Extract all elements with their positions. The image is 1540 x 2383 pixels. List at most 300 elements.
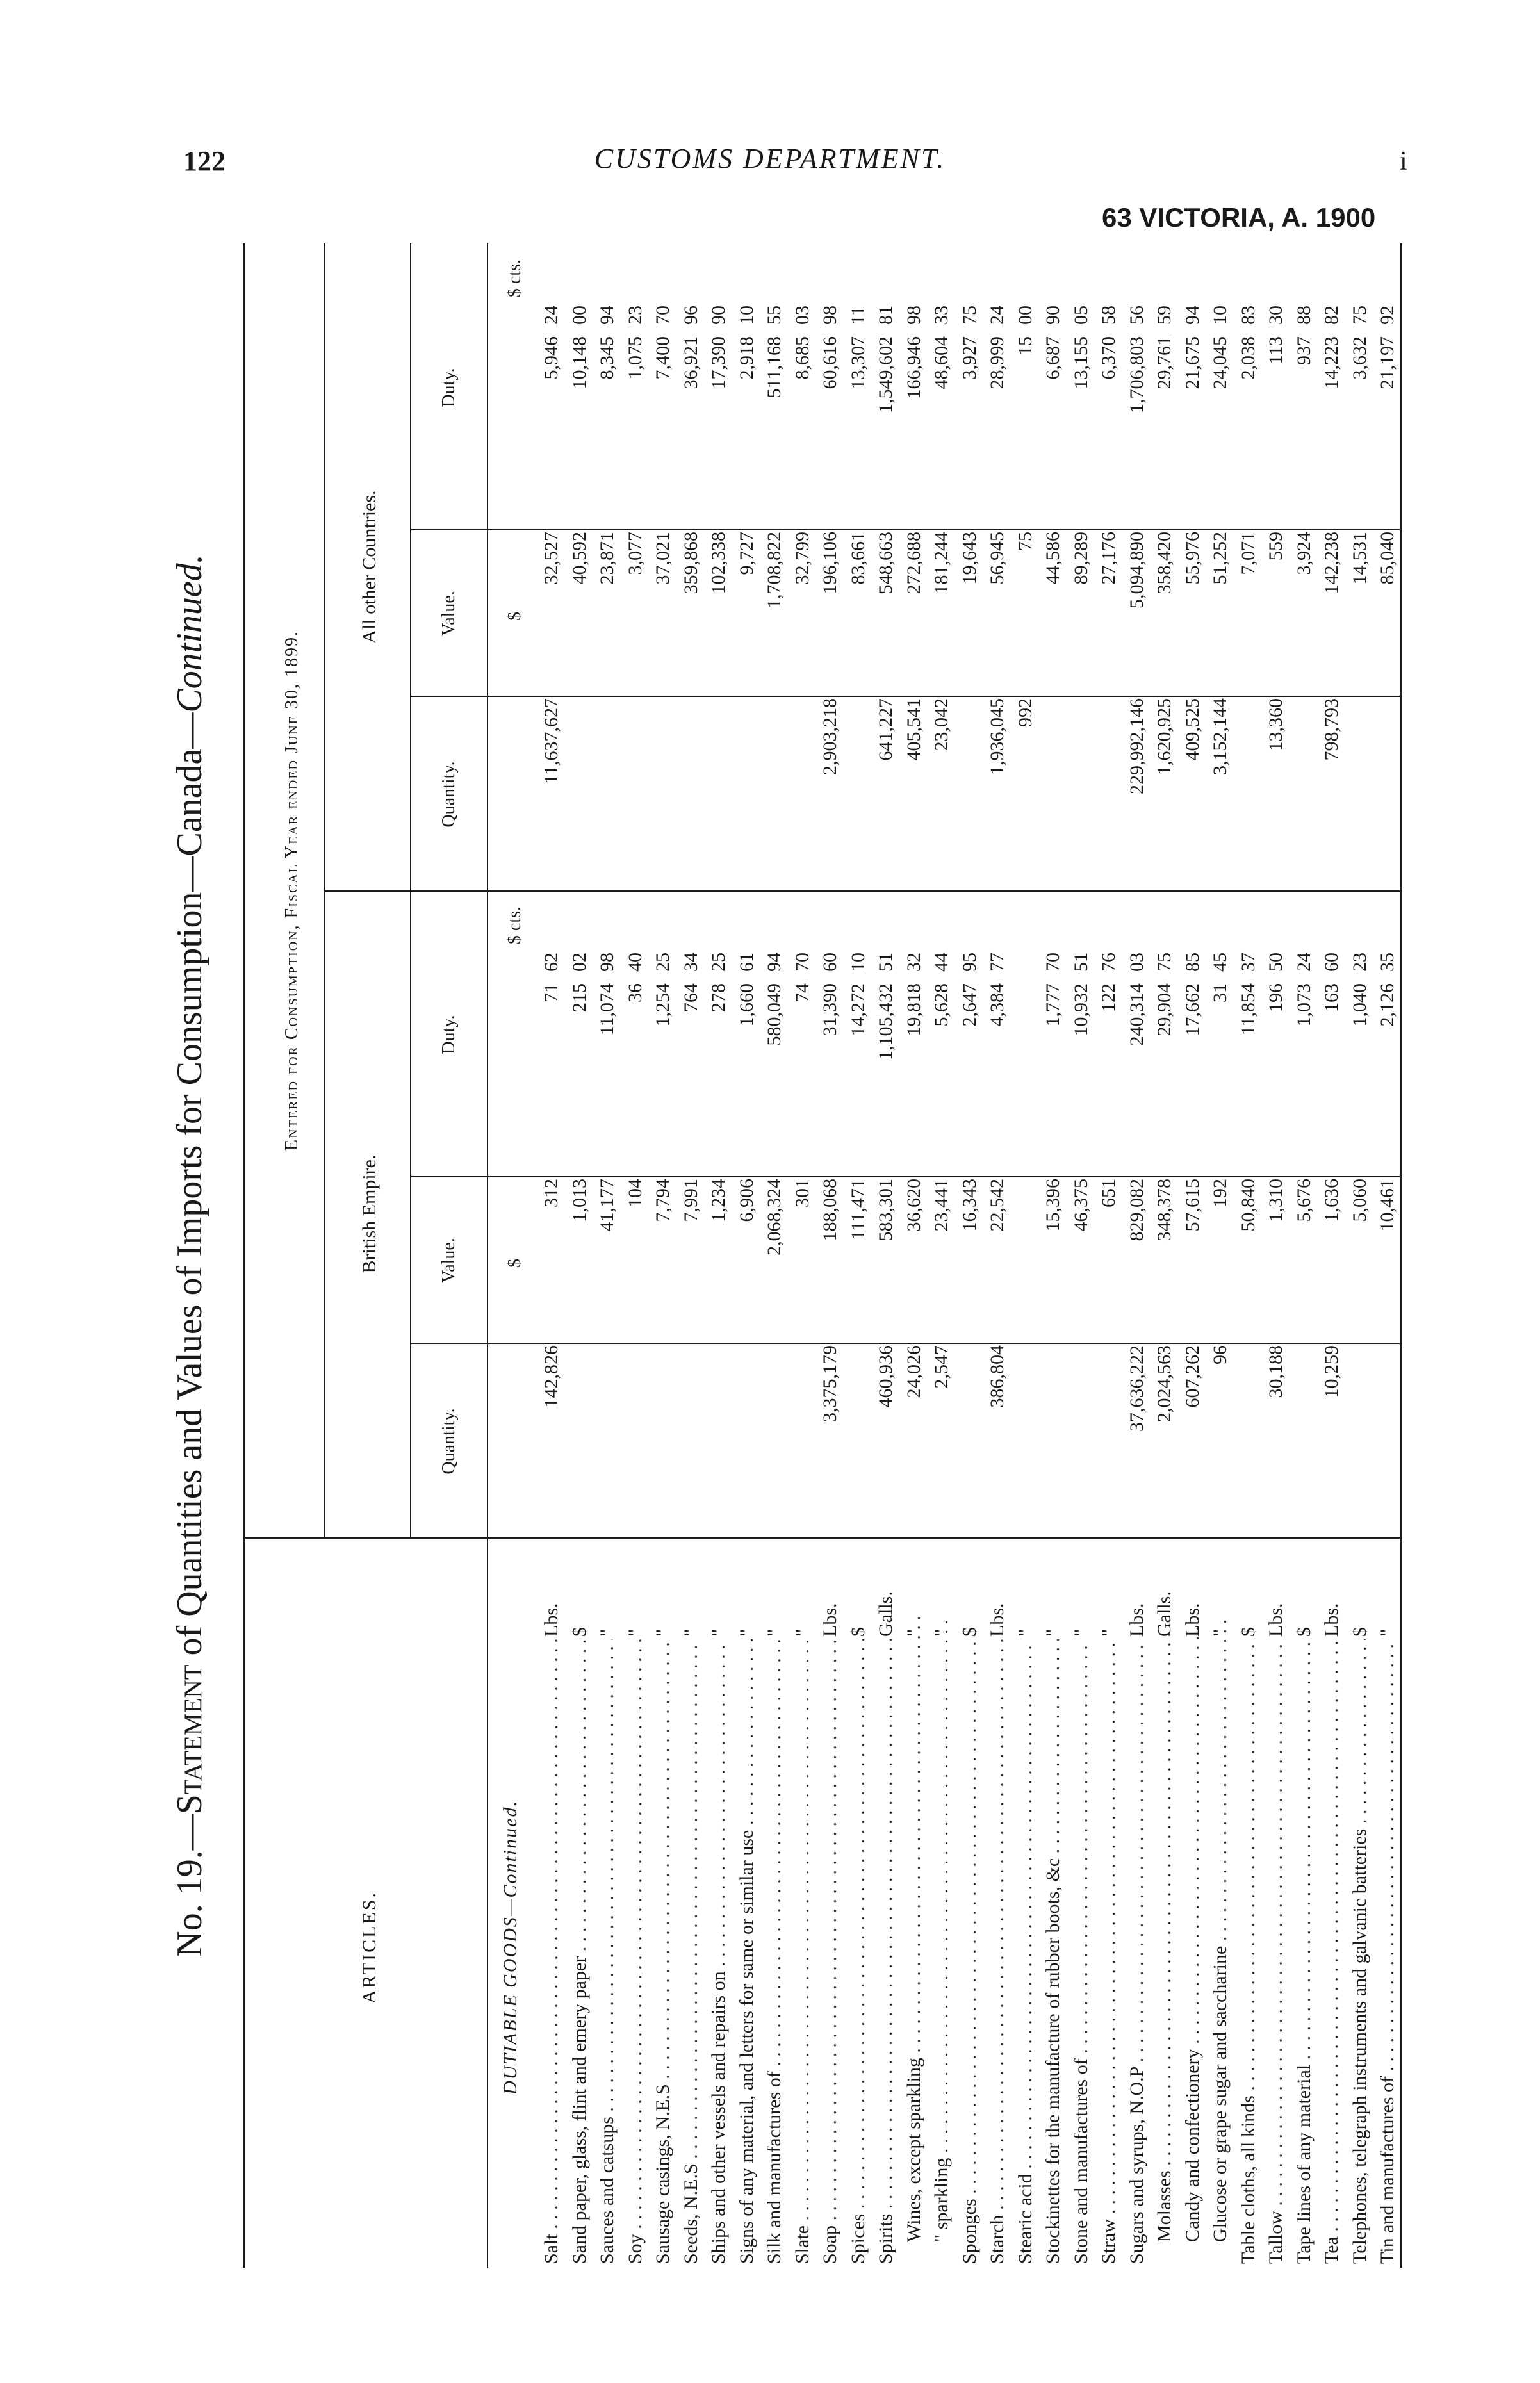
table-row xyxy=(650,243,676,2268)
british-duty-dollars: 71 xyxy=(541,983,562,1003)
other-duty-cents: 90 xyxy=(708,306,729,325)
other-duty-dollars: 6,687 xyxy=(1042,336,1063,380)
british-quantity: 96 xyxy=(1209,1345,1231,1364)
british-duty-dollars: 1,660 xyxy=(735,983,757,1027)
table-row xyxy=(845,243,871,2268)
british-duty-cents: 25 xyxy=(652,953,673,972)
article-name: Salt . . . xyxy=(538,1639,564,2264)
other-value: 548,663 xyxy=(875,532,896,594)
british-value: 312 xyxy=(541,1179,562,1208)
british-duty-cents: 23 xyxy=(1348,953,1370,972)
other-duty-dollars: 13,155 xyxy=(1070,336,1092,389)
table-row xyxy=(901,243,927,2268)
article-name: Ships and other vessels and repairs on . . . xyxy=(705,1639,732,2264)
article-name: Sand paper, glass, flint and emery paper . . . xyxy=(566,1639,593,2264)
other-value: 7,071 xyxy=(1237,532,1259,575)
british-duty-cents: 32 xyxy=(903,953,924,972)
other-duty-dollars: 21,197 xyxy=(1377,336,1398,389)
unit-dollar: $ xyxy=(505,612,525,621)
session-label: 63 VICTORIA, A. 1900 xyxy=(1102,202,1376,233)
other-duty-cents: 82 xyxy=(1321,306,1342,325)
table-row xyxy=(1151,243,1177,2268)
table-row xyxy=(1012,243,1038,2268)
british-value: 348,378 xyxy=(1154,1179,1175,1241)
row-unit: " xyxy=(1070,1628,1092,1637)
other-duty-dollars: 29,761 xyxy=(1154,336,1175,389)
row-unit: " xyxy=(931,1628,952,1637)
other-value: 196,106 xyxy=(819,532,840,594)
british-duty-dollars: 196 xyxy=(1265,983,1286,1012)
other-duty-dollars: 8,685 xyxy=(791,336,813,380)
row-unit: " xyxy=(624,1628,646,1637)
article-name: Silk and manufactures of . . . xyxy=(761,1639,787,2264)
table-row xyxy=(733,243,760,2268)
british-duty-dollars: 1,073 xyxy=(1293,983,1315,1027)
table-row xyxy=(705,243,732,2268)
article-name: Spirits . . . xyxy=(872,1639,899,2264)
other-duty-cents: 33 xyxy=(931,306,952,325)
other-duty-cents: 96 xyxy=(680,306,701,325)
british-duty-cents: 98 xyxy=(596,953,618,972)
articles-header: ARTICLES. xyxy=(359,1890,380,2004)
british-duty-dollars: 17,662 xyxy=(1181,983,1203,1036)
british-value: 15,396 xyxy=(1042,1179,1063,1232)
row-unit: " xyxy=(596,1628,618,1637)
col-header-value: Value. xyxy=(439,591,459,636)
page-number: 122 xyxy=(183,145,225,177)
header-bottom-rule xyxy=(487,243,488,2268)
other-value: 85,040 xyxy=(1377,532,1398,585)
article-name: Telephones, telegraph instruments and galvanic batteries . . . xyxy=(1347,1639,1373,2264)
other-duty-cents: 94 xyxy=(596,306,618,325)
other-quantity: 405,541 xyxy=(903,698,924,761)
table-row xyxy=(1179,243,1206,2268)
all-other-countries-header: All other Countries. xyxy=(359,490,380,644)
row-unit: " xyxy=(680,1628,701,1637)
article-name: Stockinettes for the manufacture of rubber boots, &c . . . xyxy=(1040,1639,1066,2264)
other-duty-cents: 98 xyxy=(819,306,840,325)
british-duty-dollars: 1,777 xyxy=(1042,983,1063,1027)
article-name: Tape lines of any material . . . xyxy=(1291,1639,1317,2264)
british-value: 5,676 xyxy=(1293,1179,1315,1222)
other-duty-cents: 56 xyxy=(1126,306,1147,325)
other-duty-cents: 75 xyxy=(958,306,980,325)
british-duty-cents: 02 xyxy=(568,953,590,972)
british-value: 10,461 xyxy=(1377,1179,1398,1232)
row-unit: Lbs. xyxy=(1126,1603,1147,1637)
british-duty-cents: 94 xyxy=(764,953,785,972)
other-duty-dollars: 17,390 xyxy=(708,336,729,389)
british-quantity: 607,262 xyxy=(1181,1345,1203,1408)
british-duty-dollars: 19,818 xyxy=(903,983,924,1036)
british-quantity: 460,936 xyxy=(875,1345,896,1408)
british-duty-cents: 35 xyxy=(1377,953,1398,972)
british-duty-dollars: 74 xyxy=(791,983,813,1003)
other-duty-dollars: 21,675 xyxy=(1181,336,1203,389)
british-quantity: 142,826 xyxy=(541,1345,562,1408)
article-name: Tallow . . . xyxy=(1263,1639,1289,2264)
british-duty-cents: 61 xyxy=(735,953,757,972)
british-duty-cents: 44 xyxy=(931,953,952,972)
article-name: Table cloths, all kinds . . . xyxy=(1235,1639,1261,2264)
other-duty-cents: 30 xyxy=(1265,306,1286,325)
other-value: 142,238 xyxy=(1321,532,1342,594)
british-duty-dollars: 163 xyxy=(1321,983,1342,1012)
article-name: Stearic acid . . . xyxy=(1012,1639,1038,2264)
article-name: Spices . . . xyxy=(845,1639,871,2264)
other-value: 272,688 xyxy=(903,532,924,594)
row-unit: Lbs. xyxy=(1181,1603,1203,1637)
british-duty-cents: 70 xyxy=(1042,953,1063,972)
british-duty-dollars: 215 xyxy=(568,983,590,1012)
other-duty-cents: 00 xyxy=(568,306,590,325)
other-value: 37,021 xyxy=(652,532,673,585)
other-quantity: 229,992,146 xyxy=(1126,698,1147,794)
british-duty-cents: 24 xyxy=(1293,953,1315,972)
other-quantity: 23,042 xyxy=(931,698,952,751)
row-unit: $ xyxy=(568,1627,590,1637)
margin-mark: i xyxy=(1400,147,1407,176)
other-duty-dollars: 2,918 xyxy=(735,336,757,380)
other-duty-cents: 24 xyxy=(541,306,562,325)
other-duty-dollars: 13,307 xyxy=(847,336,869,389)
other-duty-dollars: 166,946 xyxy=(903,336,924,399)
table-row xyxy=(1095,243,1122,2268)
other-duty-dollars: 10,148 xyxy=(568,336,590,389)
british-value: 41,177 xyxy=(596,1179,618,1232)
table-row xyxy=(1040,243,1066,2268)
unit-dollar-cents: $ cts. xyxy=(505,259,525,298)
row-unit: " xyxy=(791,1628,813,1637)
british-quantity: 37,636,222 xyxy=(1126,1345,1147,1432)
british-duty-cents: 70 xyxy=(791,953,813,972)
british-duty-dollars: 2,126 xyxy=(1377,983,1398,1027)
other-value: 23,871 xyxy=(596,532,618,585)
other-duty-cents: 00 xyxy=(1014,306,1036,325)
british-duty-dollars: 31,390 xyxy=(819,983,840,1036)
other-value: 9,727 xyxy=(735,532,757,575)
other-quantity: 2,903,218 xyxy=(819,698,840,775)
title-number: No. 19. xyxy=(170,1850,209,1957)
other-value: 89,289 xyxy=(1070,532,1092,585)
row-unit: " xyxy=(764,1628,785,1637)
row-unit: " xyxy=(1014,1628,1036,1637)
british-quantity: 2,547 xyxy=(931,1345,952,1389)
british-value: 46,375 xyxy=(1070,1179,1092,1232)
british-duty-cents: 03 xyxy=(1126,953,1147,972)
other-duty-cents: 98 xyxy=(903,306,924,325)
british-value: 50,840 xyxy=(1237,1179,1259,1232)
row-unit: Lbs. xyxy=(1321,1603,1342,1637)
british-value: 2,068,324 xyxy=(764,1179,785,1256)
other-duty-dollars: 3,927 xyxy=(958,336,980,380)
british-duty-dollars: 1,040 xyxy=(1348,983,1370,1027)
other-value: 3,924 xyxy=(1293,532,1315,575)
british-duty-dollars: 2,647 xyxy=(958,983,980,1027)
british-duty-dollars: 764 xyxy=(680,983,701,1012)
other-duty-dollars: 1,706,803 xyxy=(1126,336,1147,413)
british-duty-dollars: 240,314 xyxy=(1126,983,1147,1046)
british-value: 1,234 xyxy=(708,1179,729,1222)
title-text: of Quantities and Values of Imports for Consumption—Canada— xyxy=(170,712,209,1665)
row-unit: $ xyxy=(847,1627,869,1637)
british-duty-cents: 60 xyxy=(1321,953,1342,972)
table-row xyxy=(872,243,899,2268)
other-duty-dollars: 5,946 xyxy=(541,336,562,380)
table-row xyxy=(1291,243,1317,2268)
other-value: 83,661 xyxy=(847,532,869,585)
british-duty-cents: 40 xyxy=(624,953,646,972)
british-duty-dollars: 14,272 xyxy=(847,983,869,1036)
british-duty-cents: 62 xyxy=(541,953,562,972)
other-value: 181,244 xyxy=(931,532,952,594)
other-value: 19,643 xyxy=(958,532,980,585)
other-duty-dollars: 113 xyxy=(1265,336,1286,364)
british-duty-dollars: 1,105,432 xyxy=(875,983,896,1060)
other-value: 55,976 xyxy=(1181,532,1203,585)
british-duty-cents: 50 xyxy=(1265,953,1286,972)
row-unit: " xyxy=(1098,1628,1119,1637)
other-quantity: 409,525 xyxy=(1181,698,1203,761)
british-value: 583,301 xyxy=(875,1179,896,1241)
other-duty-cents: 70 xyxy=(652,306,673,325)
other-duty-cents: 03 xyxy=(791,306,813,325)
british-quantity: 30,188 xyxy=(1265,1345,1286,1398)
british-duty-cents: 85 xyxy=(1181,953,1203,972)
table-row xyxy=(1318,243,1345,2268)
other-duty-dollars: 6,370 xyxy=(1098,336,1119,380)
other-duty-cents: 05 xyxy=(1070,306,1092,325)
other-duty-dollars: 8,345 xyxy=(596,336,618,380)
british-duty-dollars: 5,628 xyxy=(931,983,952,1027)
other-duty-dollars: 15 xyxy=(1014,336,1036,356)
col-header-value: Value. xyxy=(439,1238,459,1283)
other-duty-dollars: 7,400 xyxy=(652,336,673,380)
other-duty-cents: 59 xyxy=(1154,306,1175,325)
other-value: 5,094,890 xyxy=(1126,532,1147,609)
other-quantity: 13,360 xyxy=(1265,698,1286,751)
article-name: Candy and confectionery . . . xyxy=(1179,1617,1206,2264)
british-quantity: 10,259 xyxy=(1321,1345,1342,1398)
row-unit: Lbs. xyxy=(541,1603,562,1637)
other-value: 44,586 xyxy=(1042,532,1063,585)
other-duty-cents: 92 xyxy=(1377,306,1398,325)
article-name: Signs of any material, and letters for same or similar use . . . xyxy=(733,1639,760,2264)
article-name: Soy . . . xyxy=(622,1639,648,2264)
other-duty-cents: 10 xyxy=(1209,306,1231,325)
british-value: 1,636 xyxy=(1321,1179,1342,1222)
col-header-duty: Duty. xyxy=(439,1015,459,1054)
section-label: DUTIABLE GOODS—Continued. xyxy=(500,1800,521,2095)
british-duty-dollars: 122 xyxy=(1098,983,1119,1012)
article-name: Tea . . . xyxy=(1318,1639,1345,2264)
british-value: 5,060 xyxy=(1348,1179,1370,1222)
article-name: Slate . . . xyxy=(789,1639,815,2264)
british-value: 829,082 xyxy=(1126,1179,1147,1241)
other-duty-cents: 83 xyxy=(1237,306,1259,325)
article-name: Straw . . . xyxy=(1095,1639,1122,2264)
table-row xyxy=(928,243,954,2268)
british-duty-cents: 37 xyxy=(1237,953,1259,972)
british-duty-dollars: 31 xyxy=(1209,983,1231,1003)
british-value: 6,906 xyxy=(735,1179,757,1222)
other-duty-cents: 94 xyxy=(1181,306,1203,325)
row-unit: " xyxy=(1209,1628,1231,1637)
other-quantity: 641,227 xyxy=(875,698,896,761)
col-header-duty: Duty. xyxy=(439,368,459,407)
british-duty-cents: 25 xyxy=(708,953,729,972)
british-value: 111,471 xyxy=(847,1179,869,1240)
row-unit: $ xyxy=(958,1627,980,1637)
row-unit: " xyxy=(735,1628,757,1637)
british-value: 104 xyxy=(624,1179,646,1208)
other-quantity: 11,637,627 xyxy=(541,698,562,784)
british-duty-dollars: 4,384 xyxy=(987,983,1008,1027)
other-quantity: 3,152,144 xyxy=(1209,698,1231,775)
british-duty-cents: 34 xyxy=(680,953,701,972)
row-unit: Galls. xyxy=(1154,1591,1175,1637)
other-value: 56,945 xyxy=(987,532,1008,585)
other-duty-cents: 55 xyxy=(764,306,785,325)
other-duty-dollars: 1,549,602 xyxy=(875,336,896,413)
article-name: Soap . . . xyxy=(817,1639,843,2264)
rotated-table-block xyxy=(154,243,1435,2268)
british-value: 22,542 xyxy=(987,1179,1008,1232)
other-duty-dollars: 24,045 xyxy=(1209,336,1231,389)
other-duty-dollars: 48,604 xyxy=(931,336,952,389)
other-quantity: 992 xyxy=(1014,698,1036,727)
other-duty-cents: 11 xyxy=(847,306,869,325)
row-unit: Galls. xyxy=(875,1591,896,1637)
table-row xyxy=(789,243,815,2268)
title-continued: Continued. xyxy=(170,554,209,713)
other-value: 51,252 xyxy=(1209,532,1231,585)
other-value: 27,176 xyxy=(1098,532,1119,585)
col-header-quantity: Quantity. xyxy=(439,1408,459,1475)
table-row xyxy=(984,243,1010,2268)
other-quantity: 1,620,925 xyxy=(1154,698,1175,775)
british-quantity: 2,024,563 xyxy=(1154,1345,1175,1422)
british-duty-cents: 45 xyxy=(1209,953,1231,972)
british-quantity: 24,026 xyxy=(903,1345,924,1398)
british-value: 16,343 xyxy=(958,1179,980,1232)
other-value: 559 xyxy=(1265,532,1286,561)
british-value: 36,620 xyxy=(903,1179,924,1232)
table-row xyxy=(678,243,704,2268)
other-value: 32,527 xyxy=(541,532,562,585)
other-duty-cents: 88 xyxy=(1293,306,1315,325)
other-duty-cents: 90 xyxy=(1042,306,1063,325)
other-quantity: 798,793 xyxy=(1321,698,1342,761)
row-unit: Lbs. xyxy=(987,1603,1008,1637)
running-head: CUSTOMS DEPARTMENT. xyxy=(594,143,946,174)
british-duty-cents: 75 xyxy=(1154,953,1175,972)
other-duty-cents: 58 xyxy=(1098,306,1119,325)
other-duty-cents: 10 xyxy=(735,306,757,325)
british-value: 57,615 xyxy=(1181,1179,1203,1232)
british-duty-cents: 51 xyxy=(875,953,896,972)
british-value: 192 xyxy=(1209,1179,1231,1208)
table-row xyxy=(538,243,564,2268)
british-duty-dollars: 29,904 xyxy=(1154,983,1175,1036)
british-duty-dollars: 11,854 xyxy=(1237,983,1259,1036)
british-duty-cents: 76 xyxy=(1098,953,1119,972)
article-name: Stone and manufactures of . . . xyxy=(1068,1639,1094,2264)
unit-dollar-cents: $ cts. xyxy=(505,906,525,945)
table-row xyxy=(1235,243,1261,2268)
other-duty-dollars: 3,632 xyxy=(1348,336,1370,380)
british-duty-cents: 51 xyxy=(1070,953,1092,972)
table-row xyxy=(761,243,787,2268)
british-value: 651 xyxy=(1098,1179,1119,1208)
other-duty-dollars: 14,223 xyxy=(1321,336,1342,389)
other-value: 3,077 xyxy=(624,532,646,575)
table-row xyxy=(1263,243,1289,2268)
other-value: 32,799 xyxy=(791,532,813,585)
british-duty-cents: 60 xyxy=(819,953,840,972)
other-duty-cents: 23 xyxy=(624,306,646,325)
row-unit: $ xyxy=(1293,1627,1315,1637)
article-name: Tin and manufactures of . . . xyxy=(1374,1639,1400,2264)
british-value: 7,991 xyxy=(680,1179,701,1222)
article-name: Seeds, N.E.S . . . xyxy=(678,1639,704,2264)
row-unit: Lbs. xyxy=(819,1603,840,1637)
other-value: 75 xyxy=(1014,532,1036,551)
row-unit: " xyxy=(1042,1628,1063,1637)
british-duty-cents: 77 xyxy=(987,953,1008,972)
table-row xyxy=(817,243,843,2268)
table-row xyxy=(1124,243,1150,2268)
british-duty-cents: 10 xyxy=(847,953,869,972)
other-value: 1,708,822 xyxy=(764,532,785,609)
unit-dollar: $ xyxy=(505,1259,525,1268)
table-row xyxy=(594,243,620,2268)
table-row xyxy=(1207,243,1233,2268)
article-name: Sausage casings, N.E.S . . . xyxy=(650,1639,676,2264)
table-row xyxy=(1347,243,1373,2268)
british-value: 188,068 xyxy=(819,1179,840,1241)
row-unit: " xyxy=(652,1628,673,1637)
british-quantity: 3,375,179 xyxy=(819,1345,840,1422)
title-statement: —Statement xyxy=(170,1664,209,1851)
other-duty-cents: 81 xyxy=(875,306,896,325)
table-title xyxy=(169,243,210,2268)
british-value: 1,013 xyxy=(568,1179,590,1222)
table-row xyxy=(622,243,648,2268)
british-quantity: 386,804 xyxy=(987,1345,1008,1408)
british-value: 1,310 xyxy=(1265,1179,1286,1222)
other-quantity: 1,936,045 xyxy=(987,698,1008,775)
british-empire-header: British Empire. xyxy=(359,1154,380,1273)
col-header-quantity: Quantity. xyxy=(439,761,459,828)
other-value: 359,868 xyxy=(680,532,701,594)
article-name: Wines, except sparkling . . . xyxy=(901,1617,927,2264)
top-rule xyxy=(243,243,245,2268)
row-unit: $ xyxy=(1348,1627,1370,1637)
british-duty-dollars: 11,074 xyxy=(596,983,618,1036)
other-duty-dollars: 28,999 xyxy=(987,336,1008,389)
article-name: Sauces and catsups . . . xyxy=(594,1639,620,2264)
british-duty-dollars: 10,932 xyxy=(1070,983,1092,1036)
table-row xyxy=(956,243,983,2268)
british-value: 23,441 xyxy=(931,1179,952,1232)
article-name: Starch . . . xyxy=(984,1639,1010,2264)
other-duty-dollars: 36,921 xyxy=(680,336,701,389)
article-name: Glucose or grape sugar and saccharine . . . xyxy=(1207,1617,1233,2264)
other-value: 358,420 xyxy=(1154,532,1175,594)
table-row xyxy=(1374,243,1400,2268)
british-duty-dollars: 580,049 xyxy=(764,983,785,1046)
